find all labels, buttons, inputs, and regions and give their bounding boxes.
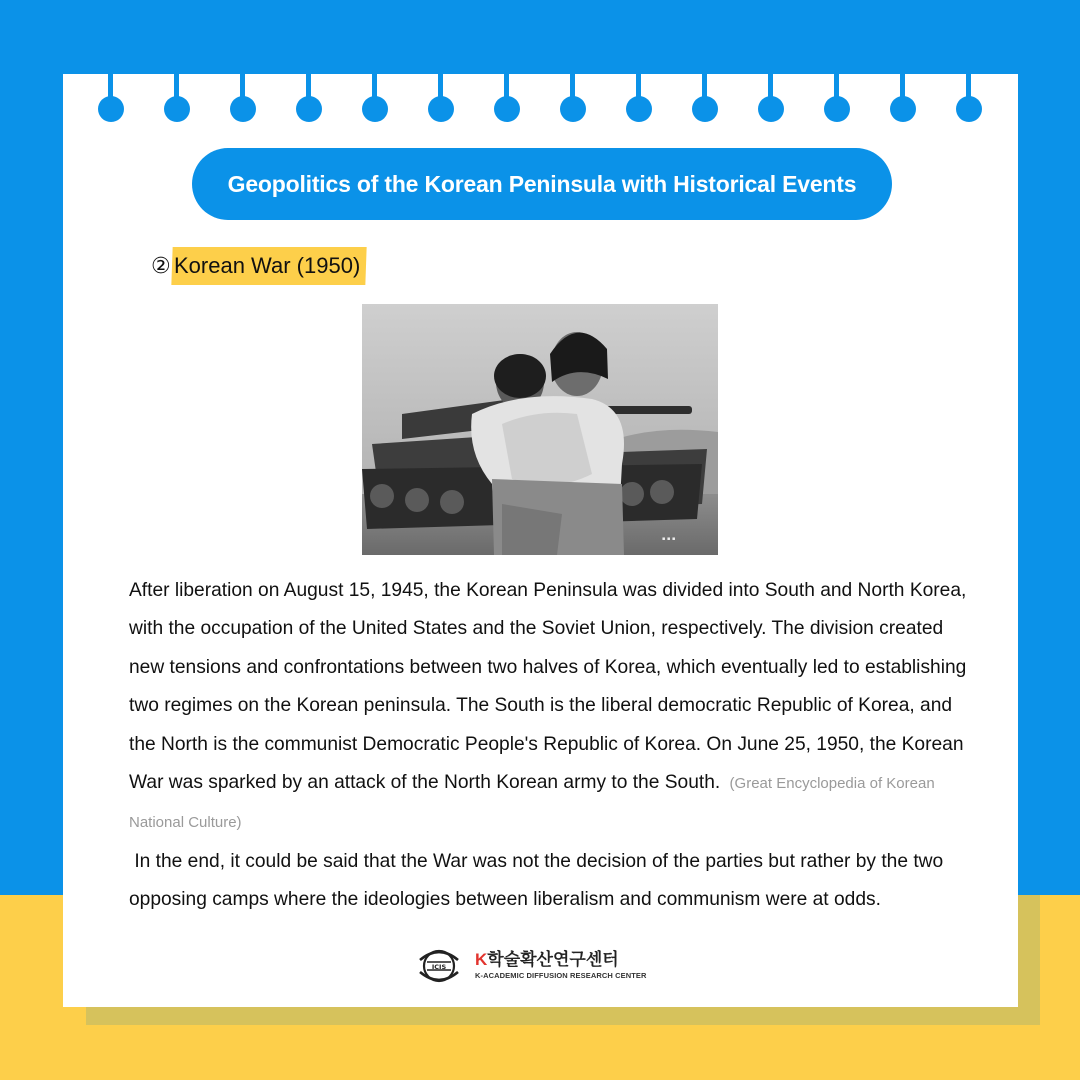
- svg-text:ICIS: ICIS: [431, 963, 447, 971]
- paragraph-1-text: After liberation on August 15, 1945, the Korean Peninsula was divided into South and North Korea, with the occupation of the United States and the Soviet Union, respectively. The division created new tensions and confrontations between two halves of Korea, which eventually led to establishing two regimes on the Korean peninsula. The South is the liberal democratic Republic of Korea, and the North is the communist Democratic People's Republic of Korea. On June 25, 1950, the Korean War was sparked by an attack of the North Korean army to the South.: [129, 580, 967, 794]
- section-title: Korean War (1950): [173, 253, 361, 278]
- logo-korean-text: 학술확산연구센터: [487, 950, 619, 969]
- photo-illustration: [362, 304, 718, 555]
- section-heading: [151, 244, 366, 288]
- logo-english-name: K-ACADEMIC DIFFUSION RESEARCH CENTER: [475, 971, 647, 980]
- spiral-binding: [63, 74, 1018, 134]
- war-photo-image: [362, 304, 718, 555]
- section-highlight: [171, 247, 367, 285]
- logo-wordmark: [475, 950, 647, 982]
- title-banner: [192, 148, 892, 220]
- notebook-card: [63, 74, 1018, 1007]
- citation: (Great Encyclopedia of Korean National Culture): [129, 775, 935, 832]
- globe-logo-icon: [417, 946, 461, 986]
- body-text: [129, 572, 969, 920]
- svg-text:▪ ▪ ▪: ▪ ▪ ▪: [662, 536, 676, 542]
- logo-korean-name: [475, 950, 647, 970]
- body-paragraph-2: [129, 843, 969, 920]
- logo-k-letter: K: [475, 950, 488, 969]
- organization-logo: [417, 946, 647, 986]
- paragraph-2-text: In the end, it could be said that the War was not the decision of the parties but rather by the two opposing camps where the ideologies between liberalism and communism were at odds.: [129, 850, 949, 911]
- section-number: ②: [151, 253, 171, 278]
- page-title: Geopolitics of the Korean Peninsula with Historical Events: [227, 170, 857, 197]
- body-paragraph-1: [129, 572, 969, 843]
